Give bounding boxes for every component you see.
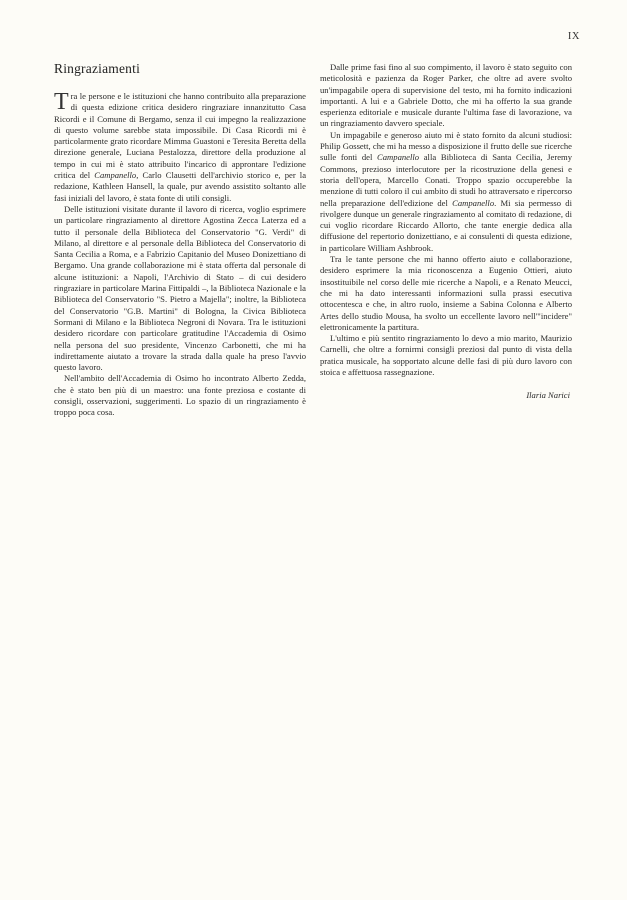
paragraph xyxy=(54,91,306,204)
paragraph: Delle istituzioni visitate durante il lavoro di ricerca, voglio esprimere un particolare ringraziamento al direttore Agostina Zecca Laterza ed a tutto il personale della Biblioteca del Conservatorio "G. Verdi" di Milano, al direttore e al personale della Biblioteca del Conservatorio di Santa Cecilia a Roma, e a Fabrizio Capitanio del Museo Donizettiano di Bergamo. Una grande collaborazione mi è stata offerta dal personale di alcune istituzioni: a Napoli, l'Archivio di Stato – di cui desidero ringraziare in particolare Marina Fittipaldi –, la Biblioteca Nazionale e la Biblioteca del Conservatorio "S. Pietro a Majella"; inoltre, la Biblioteca del Conservatorio "G.B. Martini" di Bologna, la Civica Biblioteca Sormani di Milano e la Biblioteca Negroni di Novara. Tra le istituzioni desidero ricordare con particolare gratitudine l'Accademia di Osimo nella persona del suo presidente, Vincenzo Carbonetti, che mi ha indirettamente aiutato a trovare la strada dalla quale ha preso l'avvio questo lavoro. xyxy=(54,203,306,373)
paragraph xyxy=(320,130,572,254)
signature: Ilaria Narici xyxy=(526,390,570,401)
paragraph: Nell'ambito dell'Accademia di Osimo ho incontrato Alberto Zedda, che è stato ben più di un maestro: una fonte preziosa e costante di consigli, osservazioni, suggerimenti. Lo spazio di un ringraziamento è troppo poca cosa. xyxy=(54,373,306,418)
paragraph: Dalle prime fasi fino al suo compimento, il lavoro è stato seguito con meticolosità e pazienza da Roger Parker, che oltre ad avere svolto un'impagabile opera di supervisione del testo, mi ha fornito indicazioni importanti. A lui e a Gabriele Dotto, che mi ha offerto la sua grande esperienza editoriale e musicale durante l'ultima fase di lavorazione, va un ringraziamento davvero speciale. xyxy=(320,62,572,129)
paragraph-text: ra le persone e le istituzioni che hanno contribuito alla preparazione di questa edizione critica desidero ringraziare innanzitutto Casa Ricordi e il Comune di Bergamo, senza il cui impegno la realizzazione di questo volume sarebbe stata impossibile. Di Casa Ricordi mi è particolarmente grato ricordare Mimma Guastoni e Teresita Beretta della direzione generale, Luciana Pestalozza, direttore della produzione al tempo in cui mi è stato attribuito l'incarico di approntare l'edizione critica del xyxy=(54,91,306,181)
paragraph-text: , Carlo Clausetti dell'archivio storico e, per la redazione, Kathleen Hansell, la quale, pur avendo assistito soltanto alle fasi iniziali del lavoro, è stata fonte di utili consigli. xyxy=(54,170,307,203)
paragraph: L'ultimo e più sentito ringraziamento lo devo a mio marito, Maurizio Carnelli, che oltre a fornirmi consigli preziosi dal punto di vista della pratica musicale, ha sopportato alcune delle fasi di più duro lavoro con stoica e affettuosa rassegnazione. xyxy=(320,333,572,378)
paragraph-text: Un impagabile e generoso aiuto mi è stato fornito da alcuni studiosi: Philip Gossett, che mi ha messo a disposizione il frutto delle sue ricerche sulle fonti del xyxy=(320,129,572,163)
drop-cap: T xyxy=(54,89,69,115)
paragraph-text: alla Biblioteca di Santa Cecilia, Jeremy Commons, prezioso interlocutore per la ricostruzione della genesi e storia dell'opera, Marcello Conati. Troppo spazio occuperebbe la menzione di tutti coloro il cui ambito di studi ho attraversato e ripercorso nella preparazione dell'edizione del xyxy=(320,152,572,208)
italic-title: Campanello xyxy=(377,152,420,163)
right-column xyxy=(320,62,572,402)
left-column xyxy=(54,61,306,419)
page-number: IX xyxy=(567,31,580,42)
page-title: Ringraziamenti xyxy=(54,61,141,76)
paragraph-text: . Mi sia permesso di rivolgere dunque un generale ringraziamento al comitato di redazione, di cui voglio ricordare Riccardo Allorto, che tante energie dedica alla diffusione del repertorio donizettiano, e ai consulenti di questa edizione, in particolare William Ashbrook. xyxy=(320,197,572,253)
italic-title: Campanello xyxy=(452,197,495,208)
paragraph: Tra le tante persone che mi hanno offerto aiuto e collaborazione, desidero esprimere la mia riconoscenza a Eugenio Ottieri, aiuto insostituibile nel corso delle mie ricerche a Napoli, e a Renato Meucci, che mi ha dato interessanti informazioni sulla prassi esecutiva ottocentesca e che, in altro ruolo, insieme a Sabina Colonna e Alberto Artes dello studio Mousa, ha svolto un eccellente lavoro nell'"incidere" elettronicamente la partitura. xyxy=(320,254,572,332)
italic-title: Campanello xyxy=(94,170,137,181)
